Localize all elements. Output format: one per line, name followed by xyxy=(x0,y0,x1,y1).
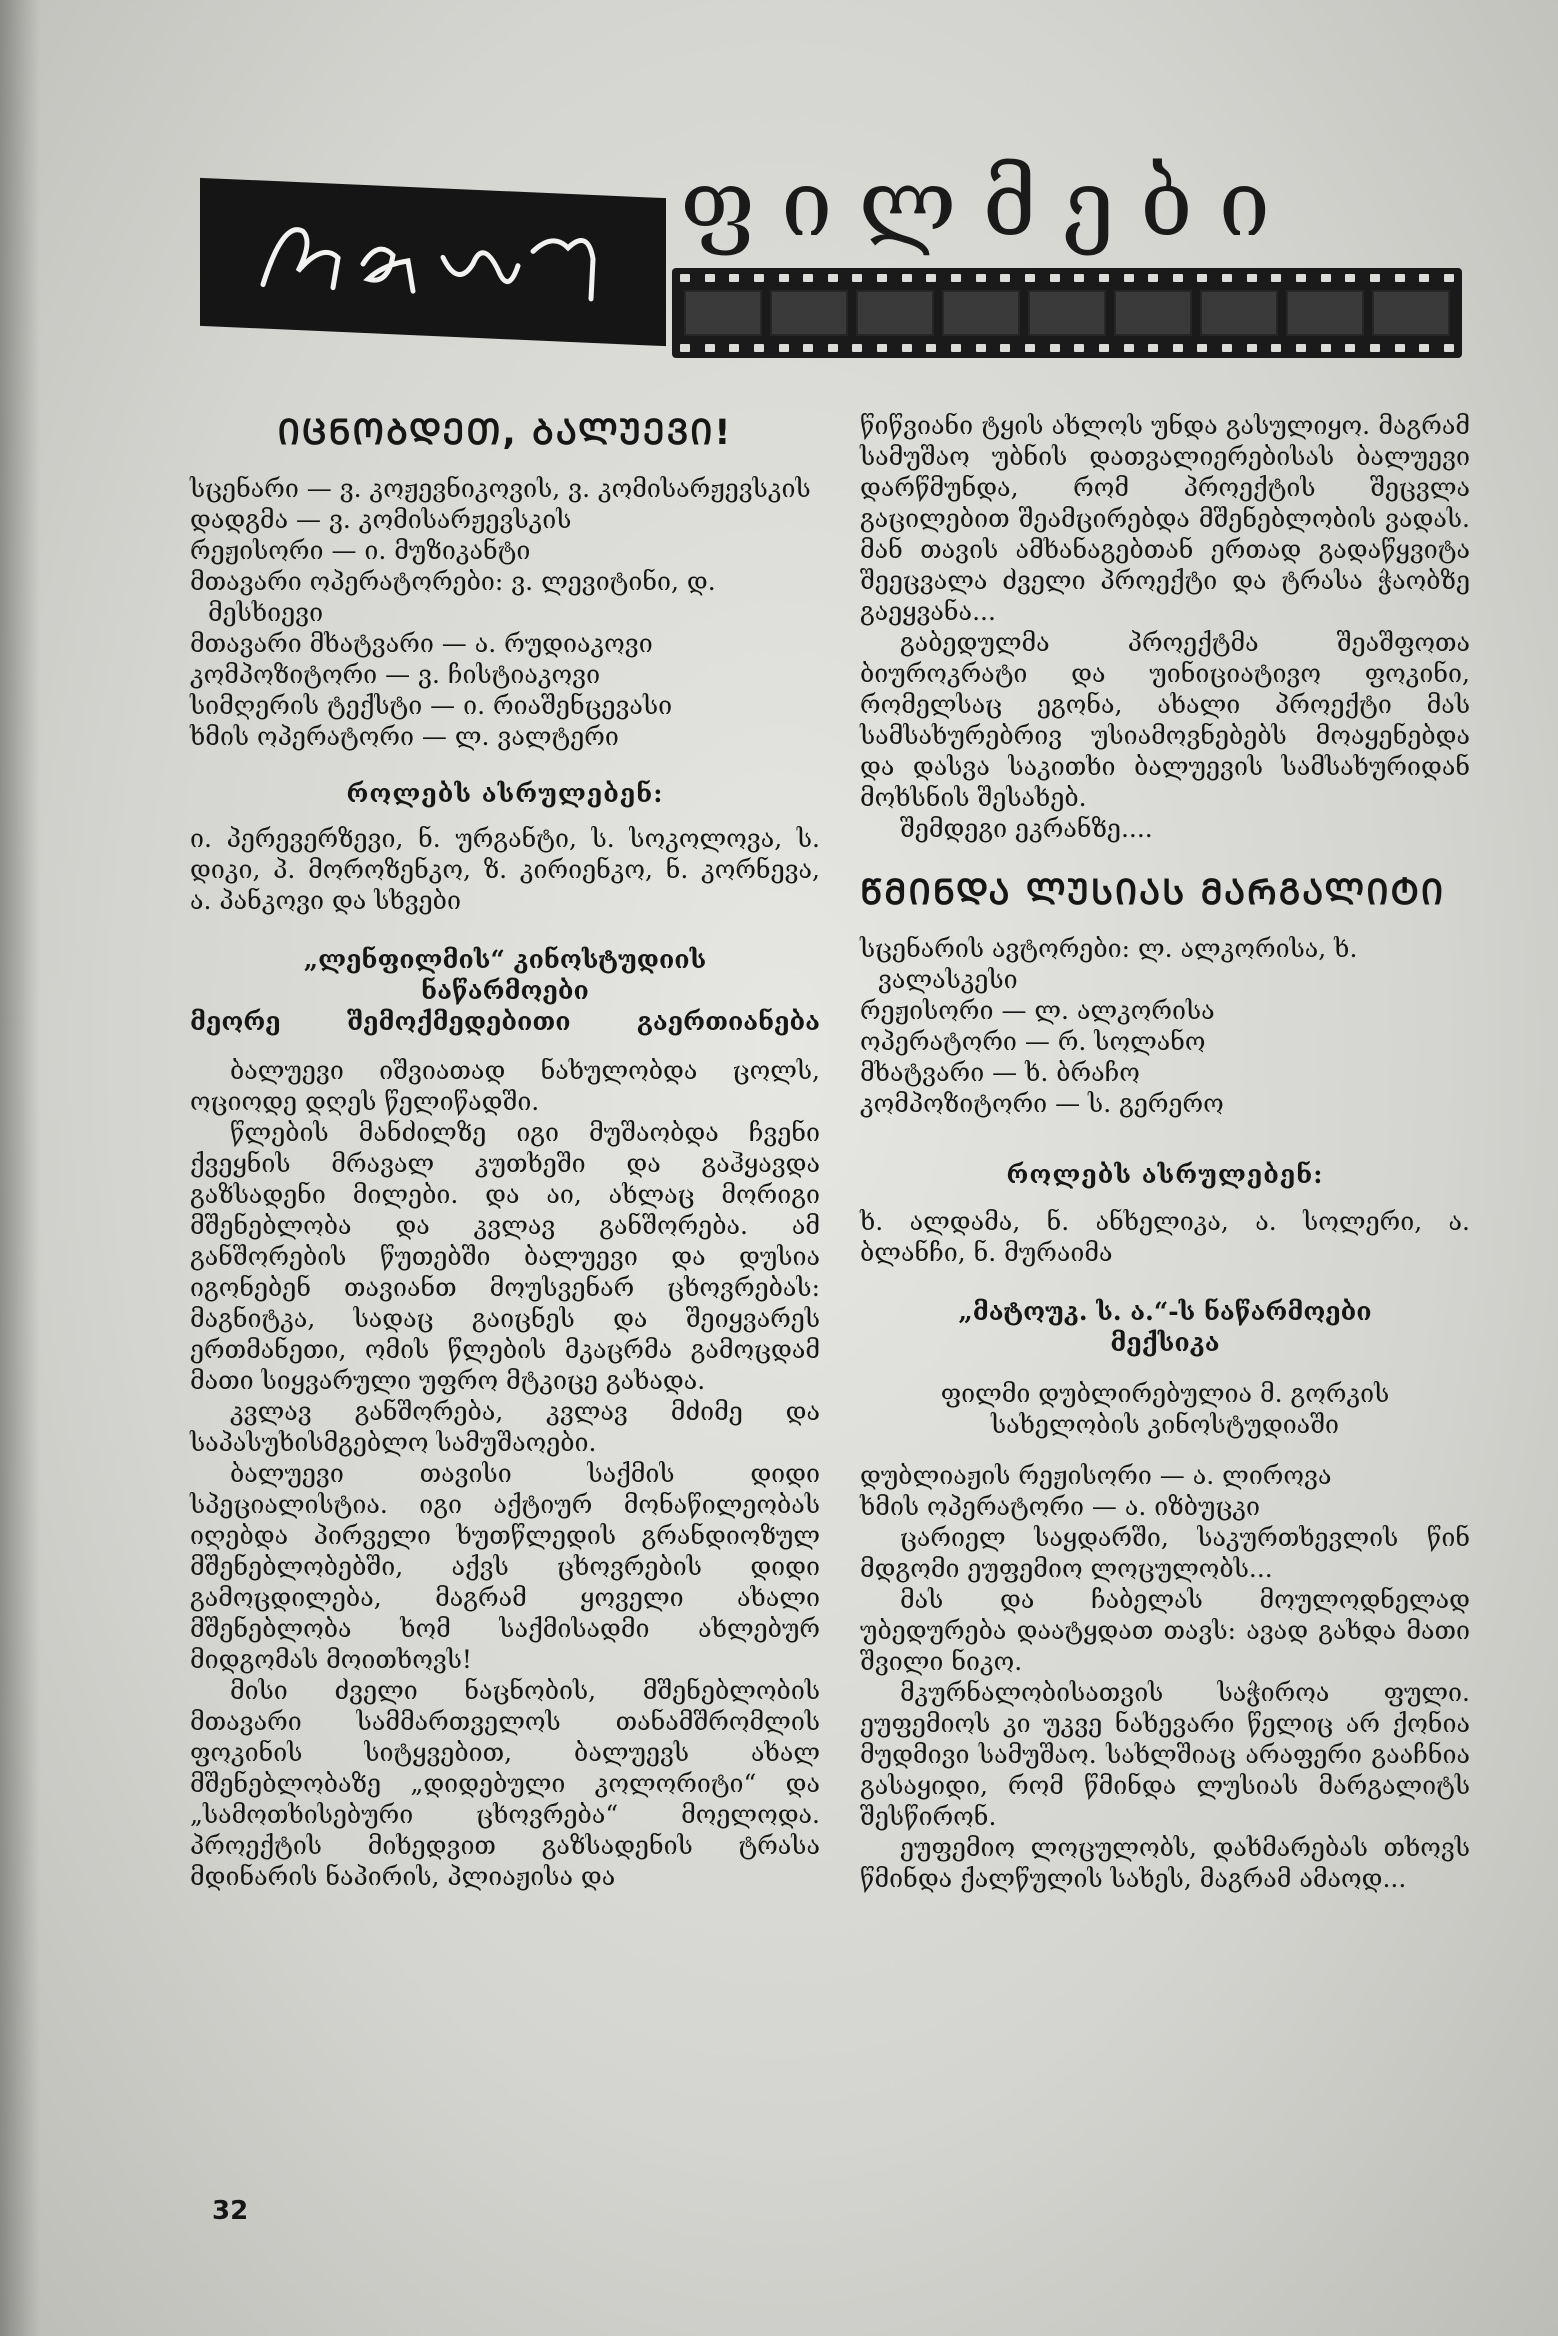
page-edge-shadow xyxy=(0,0,40,2336)
studio-line: მექსიკა xyxy=(1110,1328,1220,1357)
filmstrip-decoration xyxy=(672,268,1462,358)
credit-line: კომპოზიტორი — ვ. ჩისტიაკოვი xyxy=(190,660,601,689)
article-paragraph: ბალუევი იშვიათად ნახულობდა ცოლს, ოციოდე დღეს წელიწადში. xyxy=(190,1056,820,1116)
credit-line: სცენარის ავტორები: ლ. ალკორისა, ხ. ვალასკესი xyxy=(860,934,1358,994)
spacer xyxy=(860,1358,1470,1378)
article-paragraph: ბალუევი თავისი საქმის დიდი სპეციალისტია. იგი აქტიურ მონაწილეობას იღებდა პირველი ხუთწლედის გრანდიოზულ მშენებლობებში, აქვს ცხოვრების დიდი გამოცდილება, მაგრამ ყოველი ახალი მშენებლობა ხომ საქმისადმი ახლებურ მიდგომას მოითხოვს! xyxy=(190,1459,820,1674)
credit-line: რეჟისორი — ი. მუზიკანტი xyxy=(190,536,531,565)
dubbing-note: ფილმი დუბლირებულია მ. გორკის xyxy=(940,1379,1390,1408)
article-paragraph: წლების მანძილზე იგი მუშაობდა ჩვენი ქვეყნის მრავალ კუთხეში და გაჰყავდა გაზსადენი მილები. და აი, ახლაც მორიგი მშენებლობა და კვლავ განშორება. ამ განშორების წუთებში ბალუევი და დუსია იგონებენ თავიანთ მოუსვენარ ცხოვრებას: მაგნიტკა, სადაც გაიცნეს და შეიყვარეს ერთმანეთი, ომის წლების მკაცრმა გამოცდამ მათი სიყვარული უფრო მტკიცე გახადა. xyxy=(190,1118,820,1395)
right-column xyxy=(860,410,1470,1894)
cast-heading: როლებს ასრულებენ: xyxy=(1006,1160,1324,1189)
dubbing-note: სახელობის კინოსტუდიაში xyxy=(990,1410,1340,1439)
studio-line: მეორე შემოქმედებითი გაერთიანება xyxy=(190,1007,820,1036)
spacer xyxy=(860,1440,1470,1460)
credit-line: მთავარი ოპერატორები: ვ. ლევიტინი, დ. მესხიევი xyxy=(190,567,716,627)
credit-line: კომპოზიტორი — ს. გერერო xyxy=(860,1089,1224,1118)
article-paragraph: შემდეგი ეკრანზე.... xyxy=(900,814,1153,843)
filmstrip-holes-bottom xyxy=(680,344,1454,352)
page-number: 32 xyxy=(212,2196,249,2226)
film-title: ᲬᲛᲘᲜᲓᲐ ᲚᲣᲡᲘᲐᲡ ᲛᲐᲠᲒᲐᲚᲘᲢᲘ xyxy=(860,873,1446,913)
article-paragraph: მისი ძველი ნაცნობის, მშენებლობის მთავარი სამმართველოს თანამშრომლის ფოკინის სიტყვებით, ბალუევს ახალ მშენებლობაზე „დიდებული კოლორიტი“ და „სამოთხისებური ცხოვრება“ მოელოდა. პროექტის მიხედვით გაზსადენის ტრასა მდინარის ნაპირის, პლიაჟისა და xyxy=(190,1676,820,1891)
credit-line: ოპერატორი — რ. სოლანო xyxy=(860,1027,1206,1056)
credit-line: მთავარი მხატვარი — ა. რუდიაკოვი xyxy=(190,629,653,658)
credit-line: ხმის ოპერატორი — ლ. ვალტერი xyxy=(190,722,619,751)
article-paragraph: გაბედულმა პროექტმა შეაშფოთა ბიუროკრატი და უინიციატივო ფოკინი, რომელსაც ეგონა, ახალი პროექტი მას სამსახურებრივ უსიამოვნებებს მოაყენებდა და დასვა საკითხი ბალუევის სამსახურიდან მოხსნის შესახებ. xyxy=(860,628,1470,812)
section-title: ფილმები xyxy=(680,150,1297,257)
credit-line: დუბლიაჟის რეჟისორი — ა. ლიროვა xyxy=(860,1461,1332,1490)
credit-line: რეჟისორი — ლ. ალკორისა xyxy=(860,996,1215,1025)
film-title: ᲘᲪᲜᲝᲑᲓᲔᲗ, ᲑᲐᲚᲣᲔᲕᲘ! xyxy=(277,413,733,453)
section-logo xyxy=(200,178,666,346)
credit-line: ხმის ოპერატორი — ა. იზბუცკი xyxy=(860,1492,1260,1521)
handwritten-logo-icon xyxy=(243,199,623,326)
credit-line: მხატვარი — ხ. ბრაჩო xyxy=(860,1058,1140,1087)
filmstrip-holes-top xyxy=(680,274,1454,282)
credit-line: დადგმა — ვ. კომისარჟევსკის xyxy=(190,505,572,534)
cast-list: ი. პერევერზევი, ნ. ურგანტი, ს. სოკოლოვა, ს. დიკი, პ. მოროზენკო, ზ. კირიენკო, ნ. კორნევა, ა. პანკოვი და სხვები xyxy=(190,824,820,915)
studio-line: „მატოუკ. ს. ა.“-ს ნაწარმოები xyxy=(958,1297,1372,1326)
studio-line: ნაწარმოები xyxy=(421,976,589,1005)
credit-line: სიმღერის ტექსტი — ი. რიაშენცევასი xyxy=(190,691,673,720)
article-paragraph: მას და ჩაბელას მოულოდნელად უბედურება დაატყდათ თავს: ავად გახდა მათი შვილი ნიკო. xyxy=(860,1585,1470,1676)
article-paragraph: ცარიელ საყდარში, საკურთხევლის წინ მდგომი ეუფემიო ლოცულობს... xyxy=(860,1523,1470,1583)
article-paragraph: კვლავ განშორება, კვლავ მძიმე და საპასუხისმგებლო სამუშაოები. xyxy=(190,1397,820,1457)
left-column xyxy=(190,410,820,1892)
cast-list: ხ. ალდამა, ნ. ანხელიკა, ა. სოლერი, ა. ბლანჩი, ნ. მურაიმა xyxy=(860,1207,1470,1267)
article-paragraph: წიწვიანი ტყის ახლოს უნდა გასულიყო. მაგრამ სამუშაო უბნის დათვალიერებისას ბალუევი დარწმუნდა, რომ პროექტის შეცვლა გაცილებით შეამცირებდა მშენებლობის ვადას. მან თავის ამხანაგებთან ერთად გადაწყვიტა შეეცვალა ძველი პროექტი და ტრასა ჭაობზე გაეყვანა... xyxy=(860,411,1470,626)
article-paragraph: მკურნალობისათვის საჭიროა ფული. ეუფემიოს კი უკვე ნახევარი წელიც არ ქონია მუდმივი სამუშაო. სახლშიაც არაფერი გააჩნია გასაყიდი, რომ წმინდა ლუსიას მარგალიტს შესწირონ. xyxy=(860,1678,1470,1831)
credit-line: სცენარი — ვ. კოჟევნიკოვის, ვ. კომისარჟევსკის xyxy=(190,474,811,503)
section-header xyxy=(200,150,1480,380)
cast-heading: როლებს ასრულებენ: xyxy=(346,779,664,808)
studio-line: „ლენფილმის“ კინოსტუდიის xyxy=(303,945,707,974)
article-paragraph: ეუფემიო ლოცულობს, დახმარებას თხოვს წმინდა ქალწულის სახეს, მაგრამ ამაოდ... xyxy=(860,1833,1470,1893)
filmstrip-frames xyxy=(684,290,1450,336)
